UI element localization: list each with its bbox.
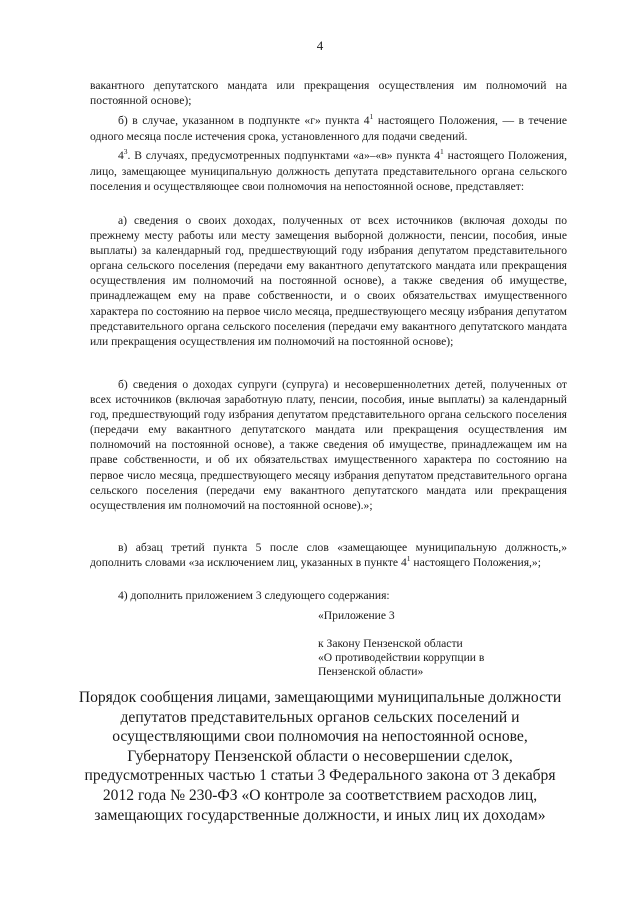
- paragraph-text: а) сведения о своих доходах, полученных от всех источников (включая доходы по прежнему месту работы или месту замещения выборной должности, пенсии, пособия, иные выплаты) за календарный год, предшествующий году избрания депутатом представительного органа сельского поселения (передачи ему вакантного депутатского мандата или прекращения осуществления им полномочий на постоянной основе), а также сведения об имуществе, принадлежащем ему на праве собственности, и о своих обязательствах имущественного характера по состоянию на первое число месяца, предшествующего месяцу избрания депутатом представительного органа сельского поселения (передачи ему вакантного депутатского мандата или прекращения осуществления им полномочий на постоянной основе);: [90, 214, 567, 348]
- paragraph-text: б) в случае, указанном в подпункте «г» пункта $4^1$ настоящего Положения, — в течение одного месяца после истечения срока, установленного для подачи сведений.: [90, 112, 567, 144]
- title-line: замещающих государственные должности, и иных лиц их доходам»: [94, 806, 546, 824]
- paragraph-b-case: [90, 113, 567, 144]
- paragraph-b-spouse-income: [90, 377, 567, 513]
- paragraph-a-income: [90, 213, 567, 349]
- superscript: 3: [123, 147, 128, 156]
- appendix-line: к Закону Пензенской области: [318, 637, 463, 650]
- superscript: 1: [406, 554, 411, 564]
- paragraph-text: $4^3$. В случаях, предусмотренных подпунктами «а»–«в» пункта $4^1$ настоящего Положения, лицо, замещающее муниципальную должность депутата представительного органа сельского поселения и осуществляющее свои полномочия на непостоянной основе, представляет:: [90, 147, 567, 194]
- appendix-header: [318, 609, 578, 679]
- title-line: Губернатору Пензенской области о несовершении сделок,: [127, 747, 513, 765]
- paragraph-text: в) абзац третий пункта 5 после слов «замещающее муниципальную должность,» дополнить словами «за исключением лиц, указанных в пункте $4^1$ настоящего Положения,»;: [90, 541, 567, 570]
- title-line: предусмотренных частью 1 статьи 3 Федерального закона от 3 декабря: [84, 767, 556, 785]
- paragraph-v-amendment: [90, 540, 567, 571]
- page-number: 4: [316, 38, 324, 53]
- paragraph-4-3: [90, 148, 567, 194]
- title-line: 2012 года № 230-ФЗ «О контроле за соответствием расходов лиц,: [102, 786, 538, 804]
- paragraph-text: 4) дополнить приложением 3 следующего содержания:: [118, 589, 390, 602]
- paragraph-4-appendix: [90, 588, 567, 603]
- title-line: осуществляющими свои полномочия на непостоянной основе,: [112, 728, 528, 746]
- superscript: 1: [369, 112, 374, 121]
- appendix-line: «О противодействии коррупции в: [318, 651, 485, 664]
- appendix-line: «Приложение 3: [318, 609, 395, 622]
- appendix-line: Пензенской области»: [318, 665, 424, 678]
- title-line: депутатов представительных органов сельских поселений и: [120, 708, 520, 726]
- section-title: [60, 688, 580, 825]
- title-line: Порядок сообщения лицами, замещающими муниципальные должности: [78, 689, 562, 706]
- paragraph-mandate-end: [90, 78, 567, 108]
- paragraph-text: б) сведения о доходах супруги (супруга) и несовершеннолетних детей, полученных от всех источников (включая заработную плату, пенсии, пособия, иные выплаты) за календарный год, предшествующий году избрания депутатом представительного органа сельского поселения (передачи ему вакантного депутатского мандата или прекращения осуществления им полномочий на постоянной основе), а также сведения об имуществе, принадлежащем им на праве собственности, и об их обязательствах имущественного характера по состоянию на первое число месяца, предшествующего месяцу избрания депутатом представительного органа сельского поселения (передачи ему вакантного депутатского мандата или прекращения осуществления им полномочий на постоянной основе).»;: [90, 378, 567, 512]
- paragraph-text: вакантного депутатского мандата или прекращения осуществления им полномочий на постоянной основе);: [90, 79, 567, 108]
- superscript: 1: [440, 147, 444, 156]
